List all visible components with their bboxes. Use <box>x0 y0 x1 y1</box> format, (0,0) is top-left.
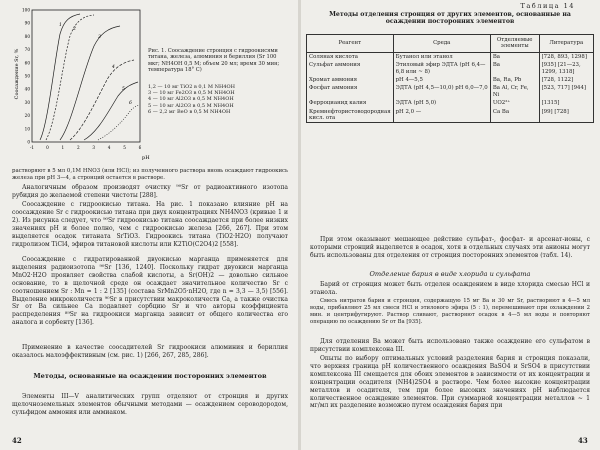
table-cell: [99] [728] <box>539 108 593 123</box>
table-header-row <box>307 35 594 53</box>
separation-methods-table <box>306 34 594 123</box>
table-cell: [523, 717] [944] <box>539 84 593 99</box>
book-gutter <box>298 0 301 450</box>
paragraph-manganese: Соосаждение с гидратированной двуокисью марганца применяется для выделения радиоизотопа ⁹⁰Sr [136, 1240]. Поскольку гидрат двуокиси марганца MnO2·H2O проявляет свойства слабой кислоты, а Sr(OH)2 — довольно сильное основание, то в щелочной среде он осаждает значительное количество Sr с соотношением Sr : Mn = 1 : 2 [135] (состава SrMn2O5·nH2O, где n = 3,3 — 3,5) [556]. Выделение микроколичеств ⁹⁰Sr в присутствии макроколичеств Ca, а также очистка Sr от Ba сильнее Ca подавляет сорбцию Sr и что авторы коэффициента распределения ⁸⁹Sr на гидроокиси марганца зависит от общего количества его аналога и сорбенту [136]. <box>12 256 288 327</box>
curve-label-1: 1 <box>59 23 62 28</box>
paragraph-rubidium: Аналогичным образом производят очистку ⁹⁰Sr от радиоактивного изотопа рубидия до желаемой степени чистоты [288]. <box>12 184 288 199</box>
table-cell: Сульфат аммония <box>307 61 394 76</box>
table-cell: Ba <box>490 61 539 76</box>
x-tick-label: 5 <box>123 145 126 150</box>
table-cell: [728, 893, 1298] <box>539 52 593 61</box>
table-row <box>307 52 594 61</box>
paragraph-titanium: Соосаждение с гидроокисью титана. На рис. 1 показано влияние pH на соосаждение Sr с гидроокисью титана при двух концентрациях NH4NO3 (кривые 1 и 2). Из рисунка следует, что ⁹⁰Sr гидроокисью титана соосаждается при более низких значениях pH и более полно, чем с гидроокисью железа [266, 267]. При этом выделяется осадок титаната SrTiO3. Гидроокись титана (TiO2·H2O) получают гидролизом TiCl4, эфиров титановой кислоты или K2TiO(C2O4)2 [558]. <box>12 201 288 248</box>
figure-legend <box>148 84 288 115</box>
section-heading: Методы, основанные на осаждении посторонних элементов <box>33 372 267 380</box>
curve-label-3: 3 <box>98 35 101 40</box>
table-cell: Ферроцианид калия <box>307 99 394 107</box>
table-cell: Бутанол или этанол <box>393 52 490 61</box>
paragraph-groups: Элементы III—V аналитических групп отделяют от стронция и других щелочноземельных элементов обычными методами — осаждением сероводородом, сульфидом аммония или аммиаком. <box>12 393 288 416</box>
x-tick-label: 0 <box>46 145 49 150</box>
curves <box>40 14 139 140</box>
table-cell: Хромат аммония <box>307 76 394 84</box>
paragraph-sulfate: Для отделения Ba может быть использовано также осаждение его сульфатом в присутствии комплексона III. <box>310 338 590 353</box>
table-cell: Этиловый эфир ЭДТА (pH 6,4—6,8 или ~ 8) <box>393 61 490 76</box>
y-tick-label: 10 <box>24 126 30 132</box>
table-cell: ЭДТА (pH 4,5—10,0) pH 6,0—7,0 <box>393 84 490 99</box>
y-tick-label: 60 <box>24 60 30 66</box>
table-cell: ЭДТА (pH 5,0) <box>393 99 490 107</box>
y-tick-label: 40 <box>24 86 30 92</box>
x-axis-label: pH <box>142 155 150 161</box>
curve-1 <box>40 14 80 140</box>
legend-item: 6 — 2,2 мг BeO в 0,5 M NH4OH <box>148 108 231 115</box>
paragraph-interference: При этом оказывают мешающее действие сульфат-, фосфат- и арсенат-ионы, с которыми стронций выделяется в осадок, хотя в отдельных случаях эти анионы могут быть использованы для отделения от стронция посторонних элементов (табл. 14). <box>310 236 590 259</box>
figure-caption: Рис. 1. Соосаждение стронция с гидроокисями титана, железа, алюминия и бериллия (Sr 100 мкг; NH4OH 0,5 M; объем 20 мл; время 30 мин; температура 18° C) <box>148 48 280 73</box>
legend-item: 3 — 10 мг Fe2O3 в 0,5 M NH4OH <box>148 90 235 97</box>
procedure-note: Смесь нитратов бария и стронция, содержащую 15 мг Ba и 30 мг Sr, растворяют в 4—5 мл воды, прибавляют 25 мл смеси HCl и этилового эфира (5 : 1), перемешивают при охлаждении 2 мин. и центрифугируют. Раствор сливают, растворяют осадок в 4—5 мл воды и повторяют операцию по осаждению Sr от Ba [935]. <box>310 298 590 325</box>
x-tick-label: 2 <box>76 145 80 150</box>
y-tick-labels <box>22 8 30 145</box>
y-tick-label: 100 <box>22 7 30 13</box>
x-tick-label: 6 <box>138 145 142 150</box>
table-row <box>307 84 594 99</box>
table-cell: Фосфат аммония <box>307 84 394 99</box>
x-tick-label: 4 <box>107 145 111 150</box>
table-header-cell: Литература <box>539 35 593 53</box>
table-row <box>307 61 594 76</box>
table-cell: Ba <box>490 52 539 61</box>
x-tick-labels <box>30 145 142 150</box>
y-tick-label: 70 <box>24 47 30 53</box>
curve-6 <box>98 105 139 140</box>
table-header-cell: Реагент <box>307 35 394 53</box>
table-row <box>307 108 594 123</box>
x-tick-label: -1 <box>29 145 35 150</box>
curve-label-5: 5 <box>122 87 125 92</box>
legend-item: 1,2 — 10 мг TiO2 в 0,1 M NH4OH <box>148 84 236 90</box>
table-label: Таблица 14 <box>520 2 575 10</box>
y-tick-label: 50 <box>24 73 30 79</box>
paragraph-aluminium: Применение в качестве соосадителей Sr гидроокиси алюминия и бериллия оказалось малоэффективным (см. рис. 1) [266, 267, 285, 286]. <box>12 344 288 359</box>
y-axis-label: Соосаждение Sr, % <box>14 48 20 100</box>
paragraph-conditions: Опыты по выбору оптимальных условий разделения бария и стронция показали, что верхняя граница pH количественного осаждения BaSO4 и SrSO4 в присутствии комплексона III смещается для обоих элементов в зависимости от их концентрации и концентрации осадителя (NH4)2SO4 в растворе. Чем более высокие концентрации металлов и осадителя, тем при более высоких значениях pH наблюдается количественное осаждение элементов. При суммарной концентрации металлов ~ 1 мг/мл их разделение возможно путем осаждения бария при <box>310 355 590 410</box>
table-cell: pH 4—5,5 <box>393 76 490 84</box>
table-cell: [935] [21—23, 1299, 1318] <box>539 61 593 76</box>
y-tick-label: 20 <box>24 113 30 119</box>
curve-label-4: 4 <box>112 65 115 70</box>
legend-item: 5 — 10 мг Al2O3 в 0,5 M NH4OH <box>148 102 234 109</box>
table-header-cell: Отделяемые элементы <box>490 35 539 53</box>
x-tick-label: 3 <box>92 145 96 150</box>
legend-item: 4 — 10 мг Al2O3 в 0,5 M NH4OH <box>148 96 234 103</box>
y-tick-label: 90 <box>24 20 30 26</box>
table-cell: Кремнефтористоводородная кисл. ота <box>307 108 394 123</box>
table-cell: Ba, Ra, Pb <box>490 76 539 84</box>
coprecipitation-figure <box>10 4 150 164</box>
page-number-left: 42 <box>12 436 22 445</box>
table-cell: [728, 1122] <box>539 76 593 84</box>
page-number-right: 43 <box>578 436 588 445</box>
table-cell: Ca Ba <box>490 108 539 123</box>
table-cell: Соляная кислота <box>307 52 394 61</box>
table-cell: pH 2,0 — <box>393 108 490 123</box>
table-row <box>307 99 594 107</box>
curve-4 <box>70 60 134 140</box>
table-title: Методы отделения стронция от других элементов, основанные на осаждении посторонних элементов <box>329 11 571 25</box>
x-tick-label: 1 <box>61 145 65 150</box>
curve-3 <box>60 26 120 140</box>
y-tick-label: 80 <box>24 33 30 39</box>
table-cell: UO2²⁺ <box>490 99 539 107</box>
figure-followup-text: растворяют в 5 мл 0,1M HNO3 (или HCl); из полученного раствора вновь осаждают гидроокись железа при pH 3—4, а стронций остается в растворе. <box>12 168 288 181</box>
paragraph-barium-chloride: Барий от стронция может быть отделен осаждением в виде хлорида смесью HCl и этанола. <box>310 281 590 296</box>
table-row <box>307 76 594 84</box>
plot-frame <box>32 10 140 142</box>
table-cell: Ba Al, Cr, Fe, Ni <box>490 84 539 99</box>
y-tick-label: 0 <box>27 139 30 145</box>
subheading-barium: Отделение бария в виде хлорида и сульфата <box>369 270 531 278</box>
y-tick-label: 30 <box>24 99 30 105</box>
curve-label-6: 6 <box>129 101 132 106</box>
table-cell: [1315] <box>539 99 593 107</box>
curve-label-2: 2 <box>73 27 76 32</box>
table-header-cell: Среда <box>393 35 490 53</box>
